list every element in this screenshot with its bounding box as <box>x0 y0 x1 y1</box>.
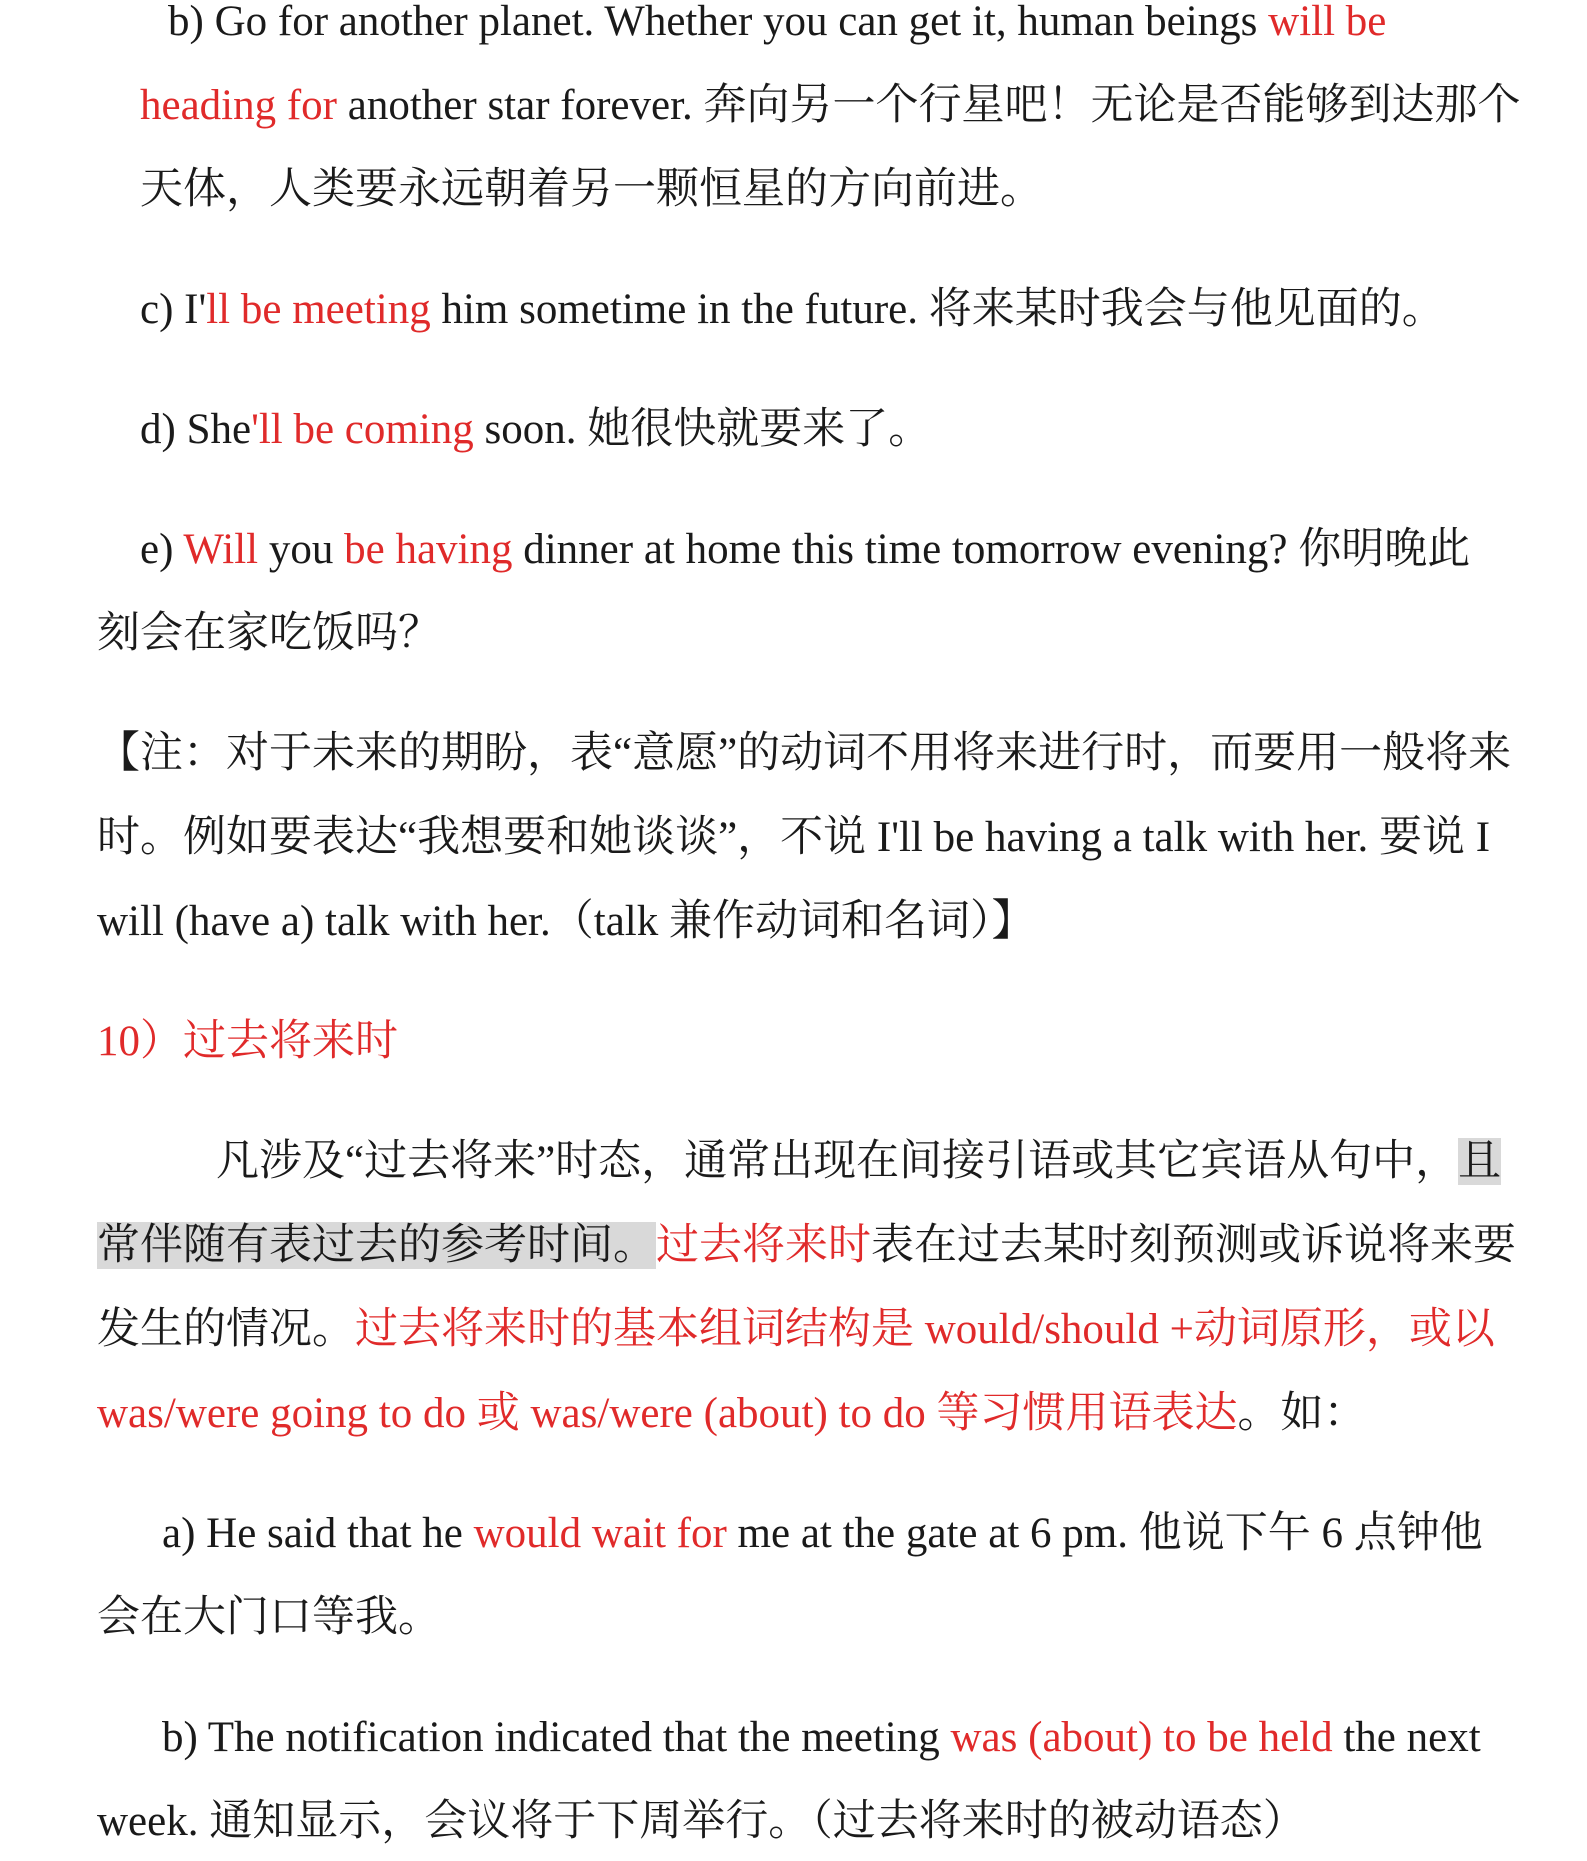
body-text: d) She <box>140 406 252 453</box>
body-text: you <box>258 526 345 573</box>
body-text: 发生的情况。 <box>97 1306 355 1353</box>
text-line <box>97 1014 398 1070</box>
body-text: 天体，人类要永远朝着另一颗恒星的方向前进。 <box>140 166 1043 213</box>
body-text: the next <box>1332 1714 1481 1761</box>
body-text: another star forever. 奔向另一个行星吧！无论是否能够到达那个 <box>337 82 1521 129</box>
emphasis-text: heading for <box>140 82 338 129</box>
highlighted-text: 常伴随有表过去的参考时间。 <box>97 1222 656 1269</box>
text-line <box>97 1590 441 1646</box>
body-text: 表在过去某时刻预测或诉说将来要 <box>871 1222 1516 1269</box>
body-text: 【注：对于未来的期盼，表“意愿”的动词不用将来进行时，而要用一般将来 <box>97 730 1512 777</box>
body-text: 凡涉及“过去将来”时态，通常出现在间接引语或其它宾语从句中， <box>216 1138 1459 1185</box>
body-text: dinner at home this time tomorrow evening? 你明晚此 <box>512 526 1471 573</box>
text-line <box>97 810 1490 866</box>
emphasis-text: be having <box>344 526 513 573</box>
text-line <box>140 78 1521 134</box>
body-text: soon. 她很快就要来了。 <box>473 406 932 453</box>
emphasis-text: Will <box>183 526 259 573</box>
body-text: will (have a) talk with her.（talk 兼作动词和名词）】 <box>97 898 1035 945</box>
highlighted-text: 且 <box>1458 1138 1502 1185</box>
emphasis-text: was (about) to be held <box>950 1714 1333 1761</box>
body-text: e) <box>140 526 184 573</box>
emphasis-text: was/were going to do 或 was/were (about) to do 等习惯用语表达 <box>97 1390 1238 1437</box>
body-text: 。如： <box>1237 1390 1367 1437</box>
text-line <box>97 1794 1306 1850</box>
text-line <box>97 894 1034 950</box>
text-line <box>140 402 931 458</box>
body-text: me at the gate at 6 pm. 他说下午 6 点钟他 <box>726 1510 1483 1557</box>
emphasis-text: would wait for <box>473 1510 727 1557</box>
emphasis-text: will be <box>1268 0 1387 45</box>
text-line <box>168 0 1386 50</box>
body-text: 会在大门口等我。 <box>97 1594 441 1641</box>
body-text: him sometime in the future. 将来某时我会与他见面的。 <box>430 286 1445 333</box>
emphasis-text: 'll be coming <box>251 406 474 453</box>
body-text: b) Go for another planet. Whether you can get it, human beings <box>168 0 1269 45</box>
body-text: a) He said that he <box>162 1510 474 1557</box>
text-line <box>97 606 441 662</box>
emphasis-text: 过去将来时 <box>656 1222 871 1269</box>
text-line <box>97 1386 1367 1442</box>
emphasis-text: 10）过去将来时 <box>97 1018 398 1065</box>
text-line <box>162 1506 1483 1562</box>
text-line <box>140 522 1470 578</box>
body-text: 刻会在家吃饭吗？ <box>97 610 441 657</box>
body-text: b) The notification indicated that the meeting <box>162 1714 951 1761</box>
text-line <box>162 1710 1481 1766</box>
text-line <box>97 1302 1495 1358</box>
emphasis-text: 过去将来时的基本组词结构是 would/should +动词原形，或以 <box>355 1306 1495 1353</box>
body-text: week. 通知显示，会议将于下周举行。（过去将来时的被动语态） <box>97 1798 1306 1845</box>
text-line <box>216 1134 1501 1190</box>
text-line <box>97 726 1511 782</box>
body-text: c) I' <box>140 286 207 333</box>
text-line <box>140 162 1043 218</box>
text-line <box>97 1218 1516 1274</box>
text-line <box>140 282 1445 338</box>
emphasis-text: ll be meeting <box>206 286 431 333</box>
body-text: 时。例如要表达“我想要和她谈谈”，不说 I'll be having a talk with her. 要说 I <box>97 814 1491 861</box>
